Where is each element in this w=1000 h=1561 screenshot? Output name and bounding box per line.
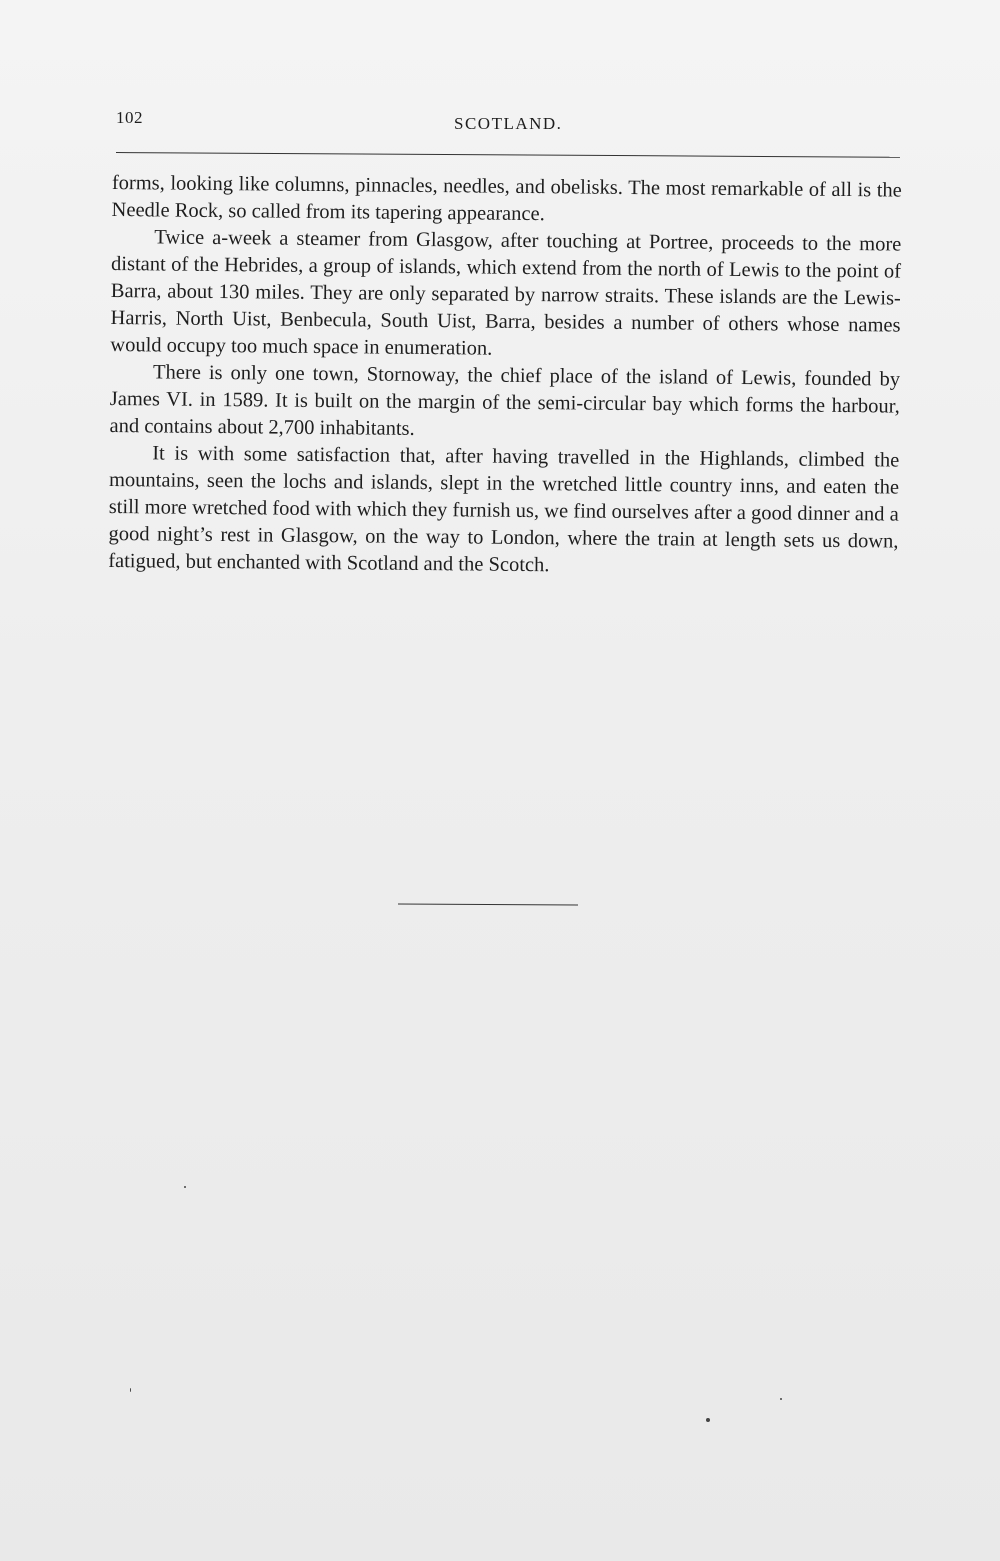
print-speck (130, 1388, 131, 1392)
running-title: SCOTLAND. (454, 114, 563, 133)
print-speck (184, 1186, 186, 1188)
body-text (108, 170, 902, 583)
paragraph-stornoway: There is only one town, Stornoway, the chief place of the island of Lewis, founded by James VI. in 1589. It is built on the margin of the semi-circular bay which forms the harbour, and contains about 2,700 inhabitants. (109, 361, 901, 440)
paragraph-hebrides: Twice a-week a steamer from Glasgow, after touching at Portree, proceeds to the more distant of the Hebrides, a group of islands, which extend from the north of Lewis to the point of Barra, about 130 miles. They are only separated by narrow straits. These islands are the Lewis-Harris, North Uist, Benbecula, South Uist, Barra, besides a number of others whose names would occupy too much space in enumeration. (110, 226, 902, 360)
page-number: 102 (116, 108, 143, 127)
print-speck (780, 1398, 782, 1400)
paragraph-continued: forms, looking like columns, pinnacles, needles, and obelisks. The most remarkable of all is the Needle Rock, so called from its tapering appearance. (111, 171, 902, 226)
print-speck (706, 1418, 710, 1422)
header-rule (116, 152, 900, 158)
section-end-rule (398, 904, 578, 906)
paragraph-closing: It is with some satisfaction that, after having travelled in the Highlands, climbed the mountains, seen the lochs and islands, slept in the wretched little country inns, and eaten the still more wretched food with which they furnish us, we find ourselves after a good dinner and a good night’s rest in Glasgow, on the way to London, where the train at length sets us down, fatigued, but enchanted with Scotland and the Scotch. (108, 442, 900, 577)
